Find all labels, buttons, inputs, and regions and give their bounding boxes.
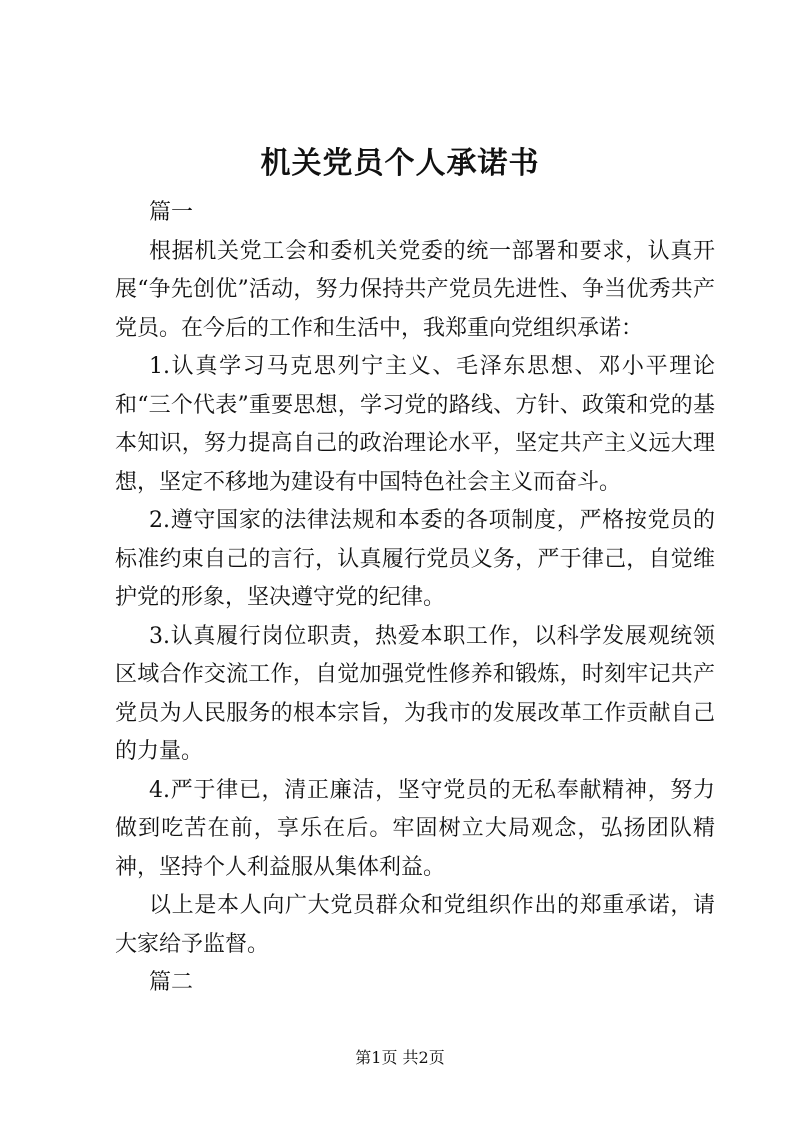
paragraph-item-2: 2.遵守国家的法律法规和本委的各项制度，严格按党员的标准约束自己的言行，认真履行党员义务，严于律己，自觉维护党的形象，坚决遵守党的纪律。 (115, 508, 715, 610)
paragraph-closing: 以上是本人向广大党员群众和党组织作出的郑重承诺，请大家给予监督。 (115, 893, 715, 957)
paragraph-item-1: 1.认真学习马克思列宁主义、毛泽东思想、邓小平理论和“三个代表”重要思想，学习党的路线、方针、政策和党的基本知识，努力提高自己的政治理论水平，坚定共产主义远大理想，坚定不移地为建设有中国特色社会主义而奋斗。 (115, 354, 715, 495)
section-heading-2: 篇二 (149, 970, 194, 995)
page-footer: 第1页 共2页 (355, 1048, 445, 1067)
paragraph-item-3: 3.认真履行岗位职责，热爱本职工作，以科学发展观统领区域合作交流工作，自觉加强党性修养和锻炼，时刻牢记共产党员为人民服务的根本宗旨，为我市的发展改革工作贡献自己的力量。 (115, 623, 715, 764)
document-title: 机关党员个人承诺书 (260, 146, 540, 181)
paragraph-intro: 根据机关党工会和委机关党委的统一部署和要求，认真开展“争先创优”活动，努力保持共产党员先进性、争当优秀共产党员。在今后的工作和生活中，我郑重向党组织承诺： (115, 238, 715, 341)
document-body (115, 194, 715, 1003)
section-heading-1: 篇一 (149, 200, 194, 225)
paragraph-item-4: 4.严于律已，清正廉洁，坚守党员的无私奉献精神，努力做到吃苦在前，享乐在后。牢固树立大局观念，弘扬团队精神，坚持个人利益服从集体利益。 (115, 777, 715, 880)
